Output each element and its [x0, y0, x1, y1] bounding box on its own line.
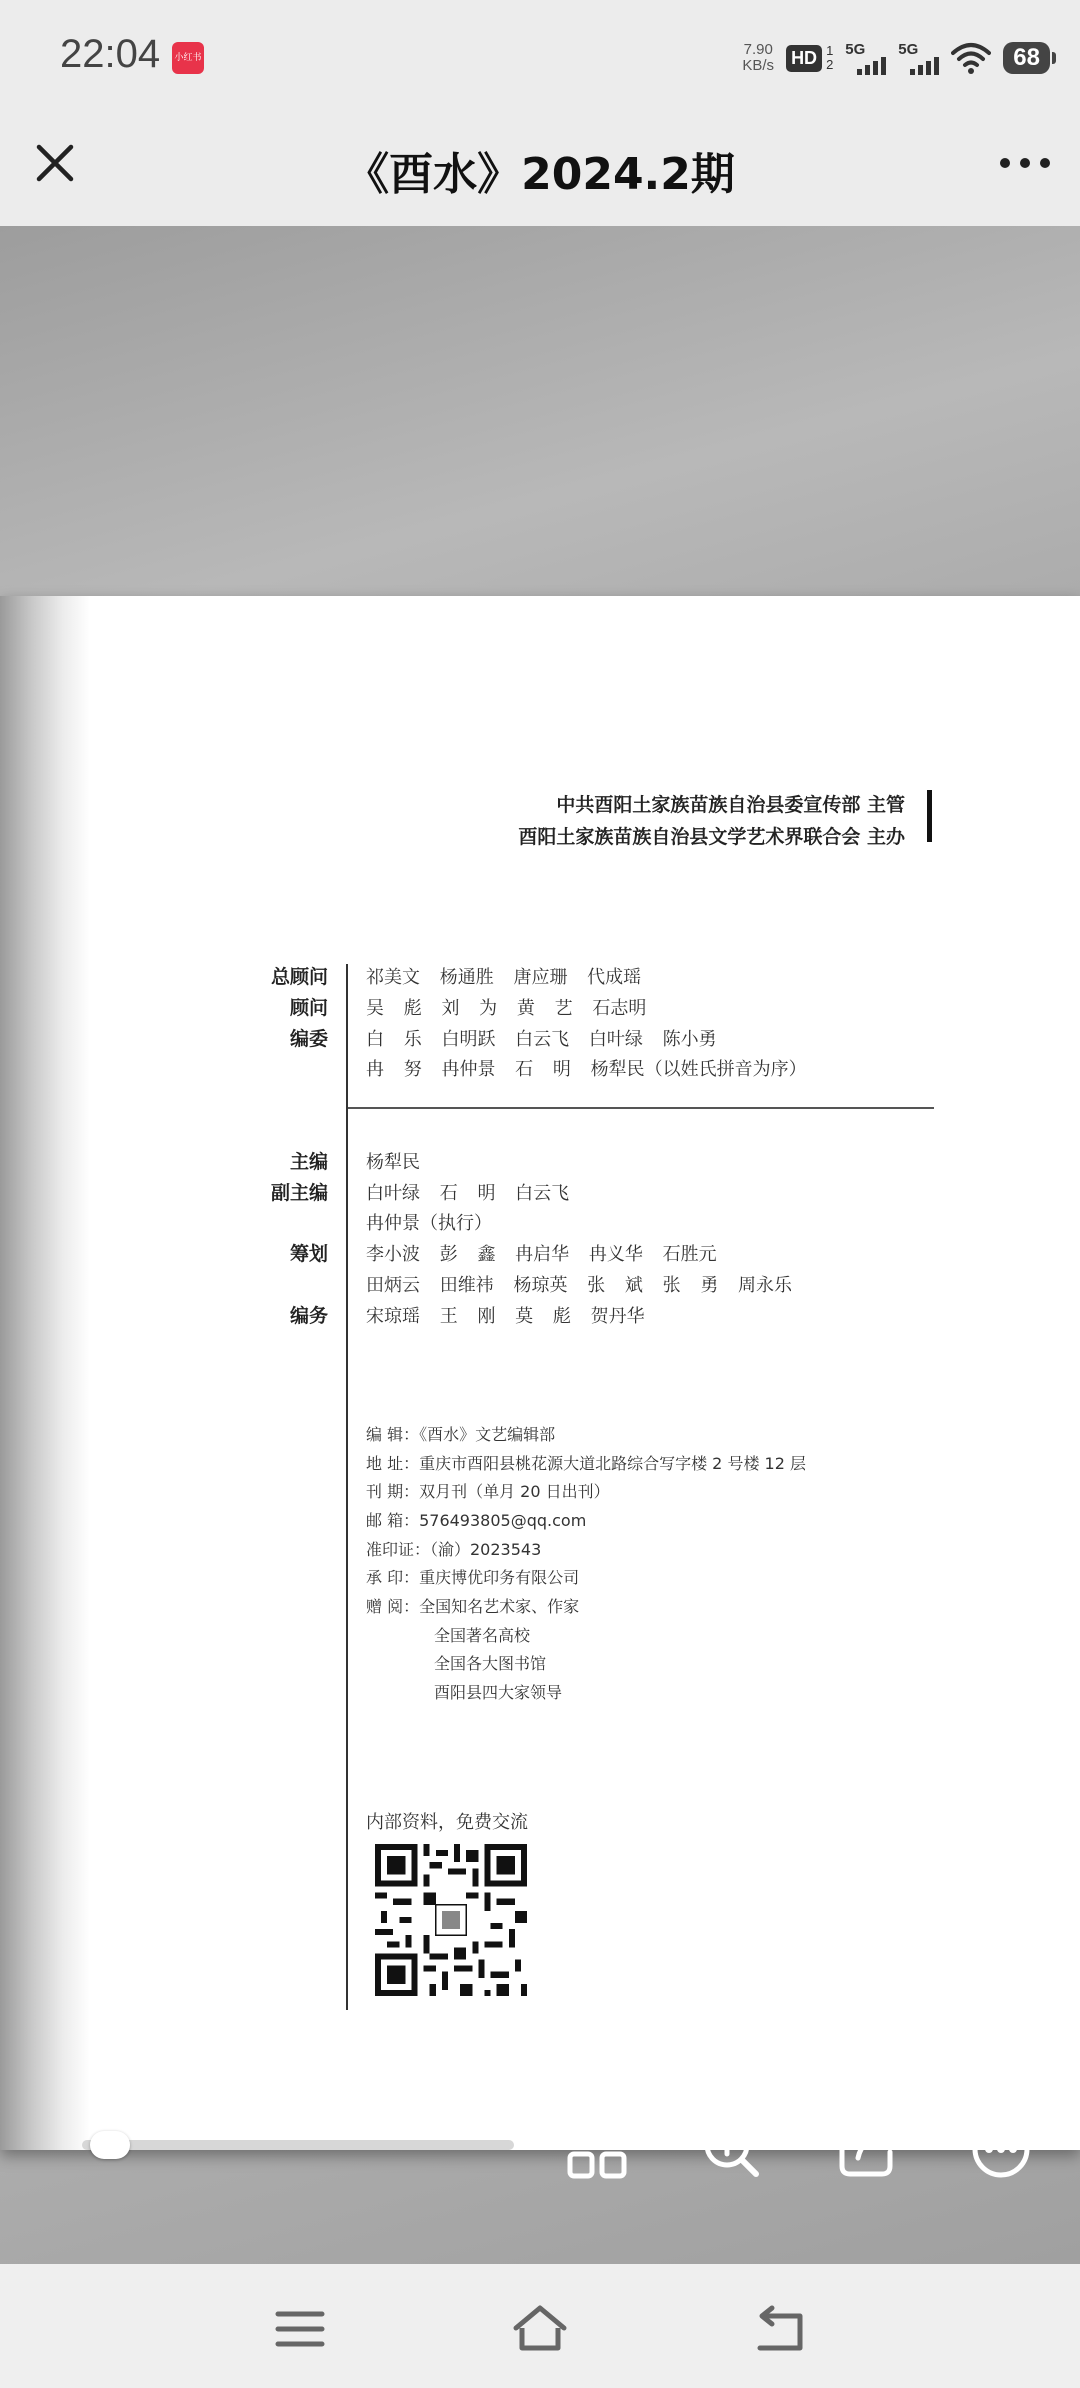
board-value: 冉 努 冉仲景 石 明 杨犁民（以姓氏拼音为序）: [366, 1059, 807, 1080]
signal-label-1: 5G: [845, 40, 866, 58]
editor-value: 杨犁民: [366, 1152, 420, 1173]
editor-value: 田炳云 田维祎 杨琼英 张 斌 张 勇 周永乐: [366, 1275, 793, 1296]
back-icon[interactable]: [750, 2304, 810, 2354]
horizontal-rule: [348, 1107, 934, 1109]
net-speed-unit: KB/s: [742, 57, 775, 74]
net-speed-value: 7.90: [743, 41, 773, 58]
status-indicators: [742, 36, 1050, 80]
app-notification-icon: 小红书: [172, 42, 204, 74]
page-slider-track[interactable]: [82, 2140, 514, 2150]
board-value: 白 乐 白明跃 白云飞 白叶绿 陈小勇: [366, 1029, 717, 1050]
info-line: 承 印：重庆博优印务有限公司: [366, 1568, 580, 1587]
hd-icon: HD: [786, 45, 822, 72]
page-slider-thumb[interactable]: [90, 2131, 130, 2159]
wifi-icon: [951, 41, 991, 75]
hd-sub-top: 1: [826, 43, 834, 58]
info-line: 全国各大图书馆: [434, 1654, 547, 1673]
editor-value: 白叶绿 石 明 白云飞: [366, 1183, 570, 1204]
home-icon[interactable]: [510, 2304, 570, 2354]
document-viewer[interactable]: [0, 226, 1080, 2264]
org-accent-bar: [927, 790, 932, 842]
info-line: 准印证：（渝）2023543: [366, 1540, 542, 1559]
org-line: 中共酉阳土家族苗族自治县委宣传部 主管: [556, 794, 905, 816]
zoom-in-icon[interactable]: [700, 2118, 762, 2180]
page-title: 《酉水》2024.2期: [345, 149, 735, 200]
hd-sub-bottom: 2: [826, 57, 834, 72]
editor-value: 李小波 彭 鑫 冉启华 冉义华 石胜元: [366, 1244, 717, 1265]
board-label: 总顾问: [270, 966, 328, 988]
info-line: 酉阳县四大家领导: [434, 1683, 563, 1702]
hd-sub: [826, 44, 833, 72]
info-line: 刊 期：双月刊（单月 20 日出刊）: [366, 1482, 610, 1501]
qr-code-icon: [375, 1844, 527, 1996]
grid-icon[interactable]: [566, 2118, 628, 2180]
share-icon[interactable]: [836, 2118, 898, 2180]
battery-icon: 68: [1003, 42, 1050, 74]
net-speed: [742, 42, 774, 74]
info-line: 地 址：重庆市酉阳县桃花源大道北路综合写字楼 2 号楼 12 层: [366, 1454, 806, 1473]
free-note: 内部资料，免费交流: [366, 1812, 528, 1833]
info-line: 全国著名高校: [434, 1626, 531, 1645]
editor-label: 编务: [289, 1305, 328, 1327]
info-line: 邮 箱：576493805@qq.com: [366, 1511, 587, 1530]
signal-icon-1: [845, 42, 886, 75]
more-options-icon[interactable]: [990, 138, 1060, 188]
editor-value: 宋琼瑶 王 刚 莫 彪 贺丹华: [366, 1306, 645, 1327]
status-time: 22:04: [60, 32, 161, 76]
document-page[interactable]: [0, 596, 1080, 2150]
more-circle-icon[interactable]: [970, 2118, 1032, 2180]
signal-icon-2: [898, 42, 939, 75]
title-bar: [0, 112, 1080, 226]
board-label: 编委: [289, 1028, 328, 1050]
system-nav-bar: [0, 2264, 1080, 2388]
editor-label: 筹划: [289, 1243, 328, 1265]
info-line: 赠 阅：全国知名艺术家、作家: [366, 1597, 580, 1616]
signal-label-2: 5G: [898, 40, 919, 58]
editor-label: 副主编: [270, 1182, 328, 1204]
board-value: 吴 彪 刘 为 黄 艺 石志明: [366, 998, 647, 1019]
board-label: 顾问: [289, 997, 328, 1019]
org-line: 酉阳土家族苗族自治县文学艺术界联合会 主办: [518, 826, 905, 848]
editor-value: 冉仲景（执行）: [366, 1213, 492, 1234]
status-bar: [0, 0, 1080, 112]
board-value: 祁美文 杨通胜 唐应珊 代成瑶: [366, 967, 642, 988]
editor-label: 主编: [289, 1151, 328, 1173]
info-line: 编 辑：《酉水》文艺编辑部: [366, 1425, 556, 1444]
menu-icon[interactable]: [270, 2304, 330, 2354]
vertical-rule: [346, 964, 348, 2010]
page-binding-shadow: [0, 596, 90, 2150]
